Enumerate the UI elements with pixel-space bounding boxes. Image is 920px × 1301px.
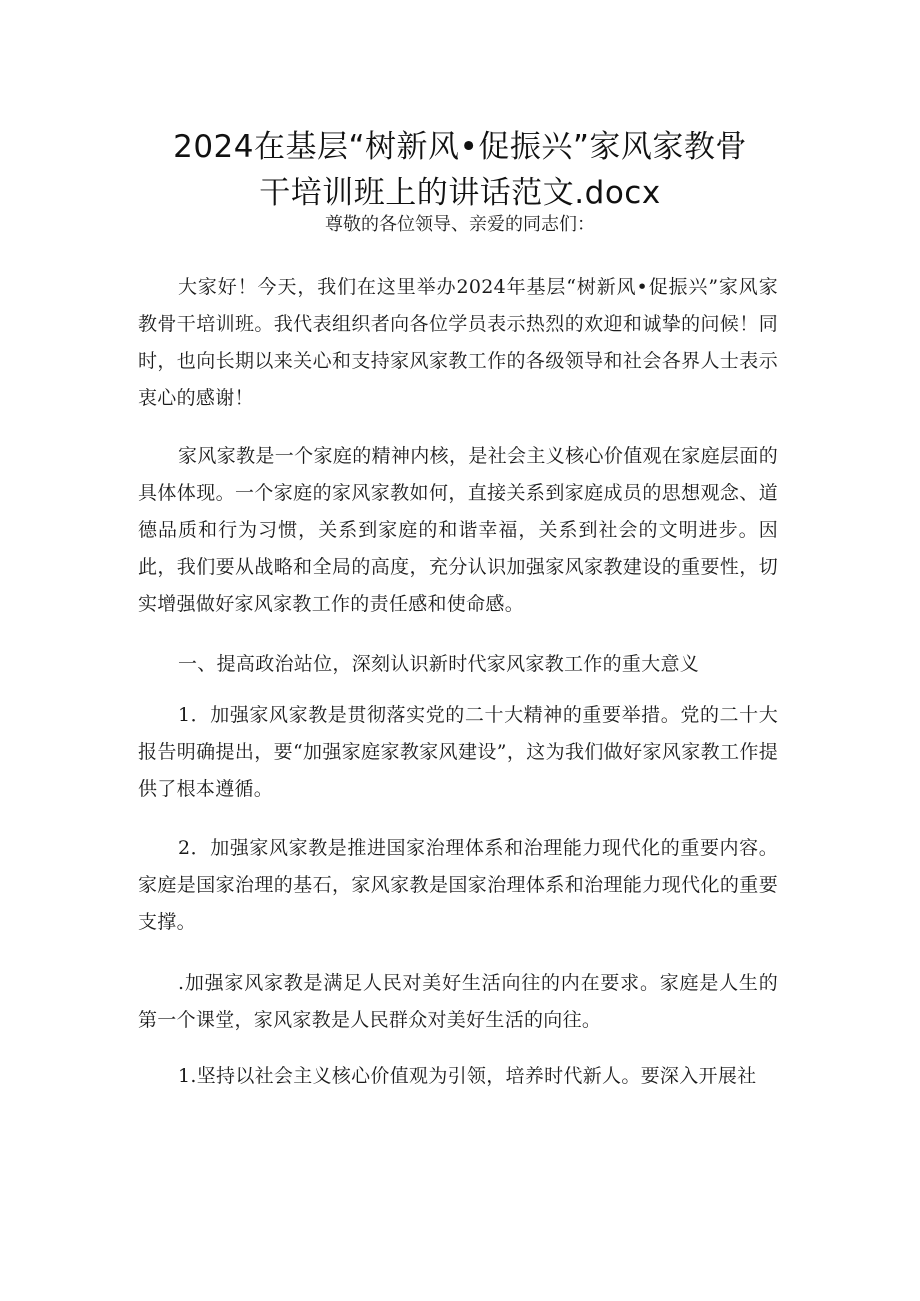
- document-title-line-1: 2024在基层“树新风•促振兴”家风家教骨: [173, 129, 747, 165]
- paragraph-greeting: 大家好！今天，我们在这里举办2024年基层“树新风•促振兴”家风家教骨干培训班。我代表组织者向各位学员表示热烈的欢迎和诚挚的问候！同时，也向长期以来关心和支持家风家教工作的各级领导和社会各界人士表示衷心的感谢！: [138, 276, 778, 409]
- document-title: [120, 124, 800, 216]
- document-title-line-2: 干培训班上的讲话范文.docx: [259, 175, 661, 211]
- paragraph-importance: 家风家教是一个家庭的精神内核，是社会主义核心价值观在家庭层面的具体体现。一个家庭的家风家教如何，直接关系到家庭成员的思想观念、道德品质和行为习惯，关系到家庭的和谐幸福，关系到社会的文明进步。因此，我们要从战略和全局的高度，充分认识加强家风家教建设的重要性，切实增强做好家风家教工作的责任感和使命感。: [138, 445, 778, 615]
- salutation: 尊敬的各位领导、亲爱的同志们：: [325, 214, 595, 235]
- section-heading-1: 一、提高政治站位，深刻认识新时代家风家教工作的重大意义: [178, 653, 700, 675]
- paragraph-point-3: .加强家风家教是满足人民对美好生活向往的内在要求。家庭是人生的第一个课堂，家风家教是人民群众对美好生活的向往。: [138, 972, 778, 1031]
- paragraph-point-2: 2．加强家风家教是推进国家治理体系和治理能力现代化的重要内容。家庭是国家治理的基石，家风家教是国家治理体系和治理能力现代化的重要支撑。: [138, 837, 778, 933]
- paragraph-point-4: 1.坚持以社会主义核心价值观为引领，培养时代新人。要深入开展社: [178, 1065, 757, 1087]
- paragraph-point-1: 1．加强家风家教是贯彻落实党的二十大精神的重要举措。党的二十大报告明确提出，要“加强家庭家教家风建设”，这为我们做好家风家教工作提供了根本遵循。: [138, 704, 778, 800]
